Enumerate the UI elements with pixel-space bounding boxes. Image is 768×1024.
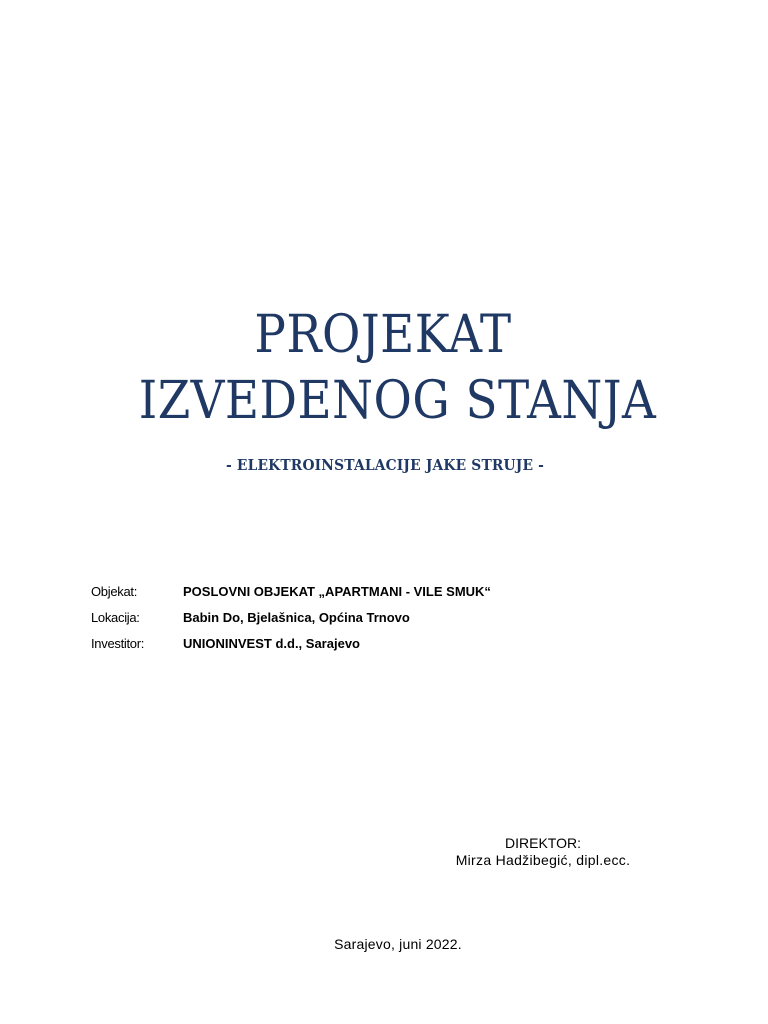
info-row-lokacija bbox=[91, 610, 691, 636]
info-value: POSLOVNI OBJEKAT „APARTMANI - VILE SMUK“ bbox=[183, 584, 491, 599]
info-row-objekat bbox=[91, 584, 691, 610]
info-value: Babin Do, Bjelašnica, Općina Trnovo bbox=[183, 610, 410, 625]
info-value: UNIONINVEST d.d., Sarajevo bbox=[183, 636, 360, 651]
info-row-investitor bbox=[91, 636, 691, 662]
document-title bbox=[0, 302, 768, 434]
place-and-date: Sarajevo, juni 2022. bbox=[334, 936, 462, 952]
director-name: Mirza Hadžibegić, dipl.ecc. bbox=[455, 852, 631, 868]
info-label: Objekat: bbox=[91, 584, 138, 599]
project-info-list bbox=[91, 584, 691, 662]
info-label: Investitor: bbox=[91, 636, 145, 651]
title-line-1: PROJEKAT bbox=[254, 305, 512, 365]
title-line-2: IZVEDENOG STANJA bbox=[138, 371, 657, 431]
director-label: DIREKTOR: bbox=[505, 835, 581, 851]
director-signature-block bbox=[443, 835, 643, 869]
info-label: Lokacija: bbox=[91, 610, 140, 625]
document-subtitle: - ELEKTROINSTALACIJE JAKE STRUJE - bbox=[225, 456, 545, 474]
